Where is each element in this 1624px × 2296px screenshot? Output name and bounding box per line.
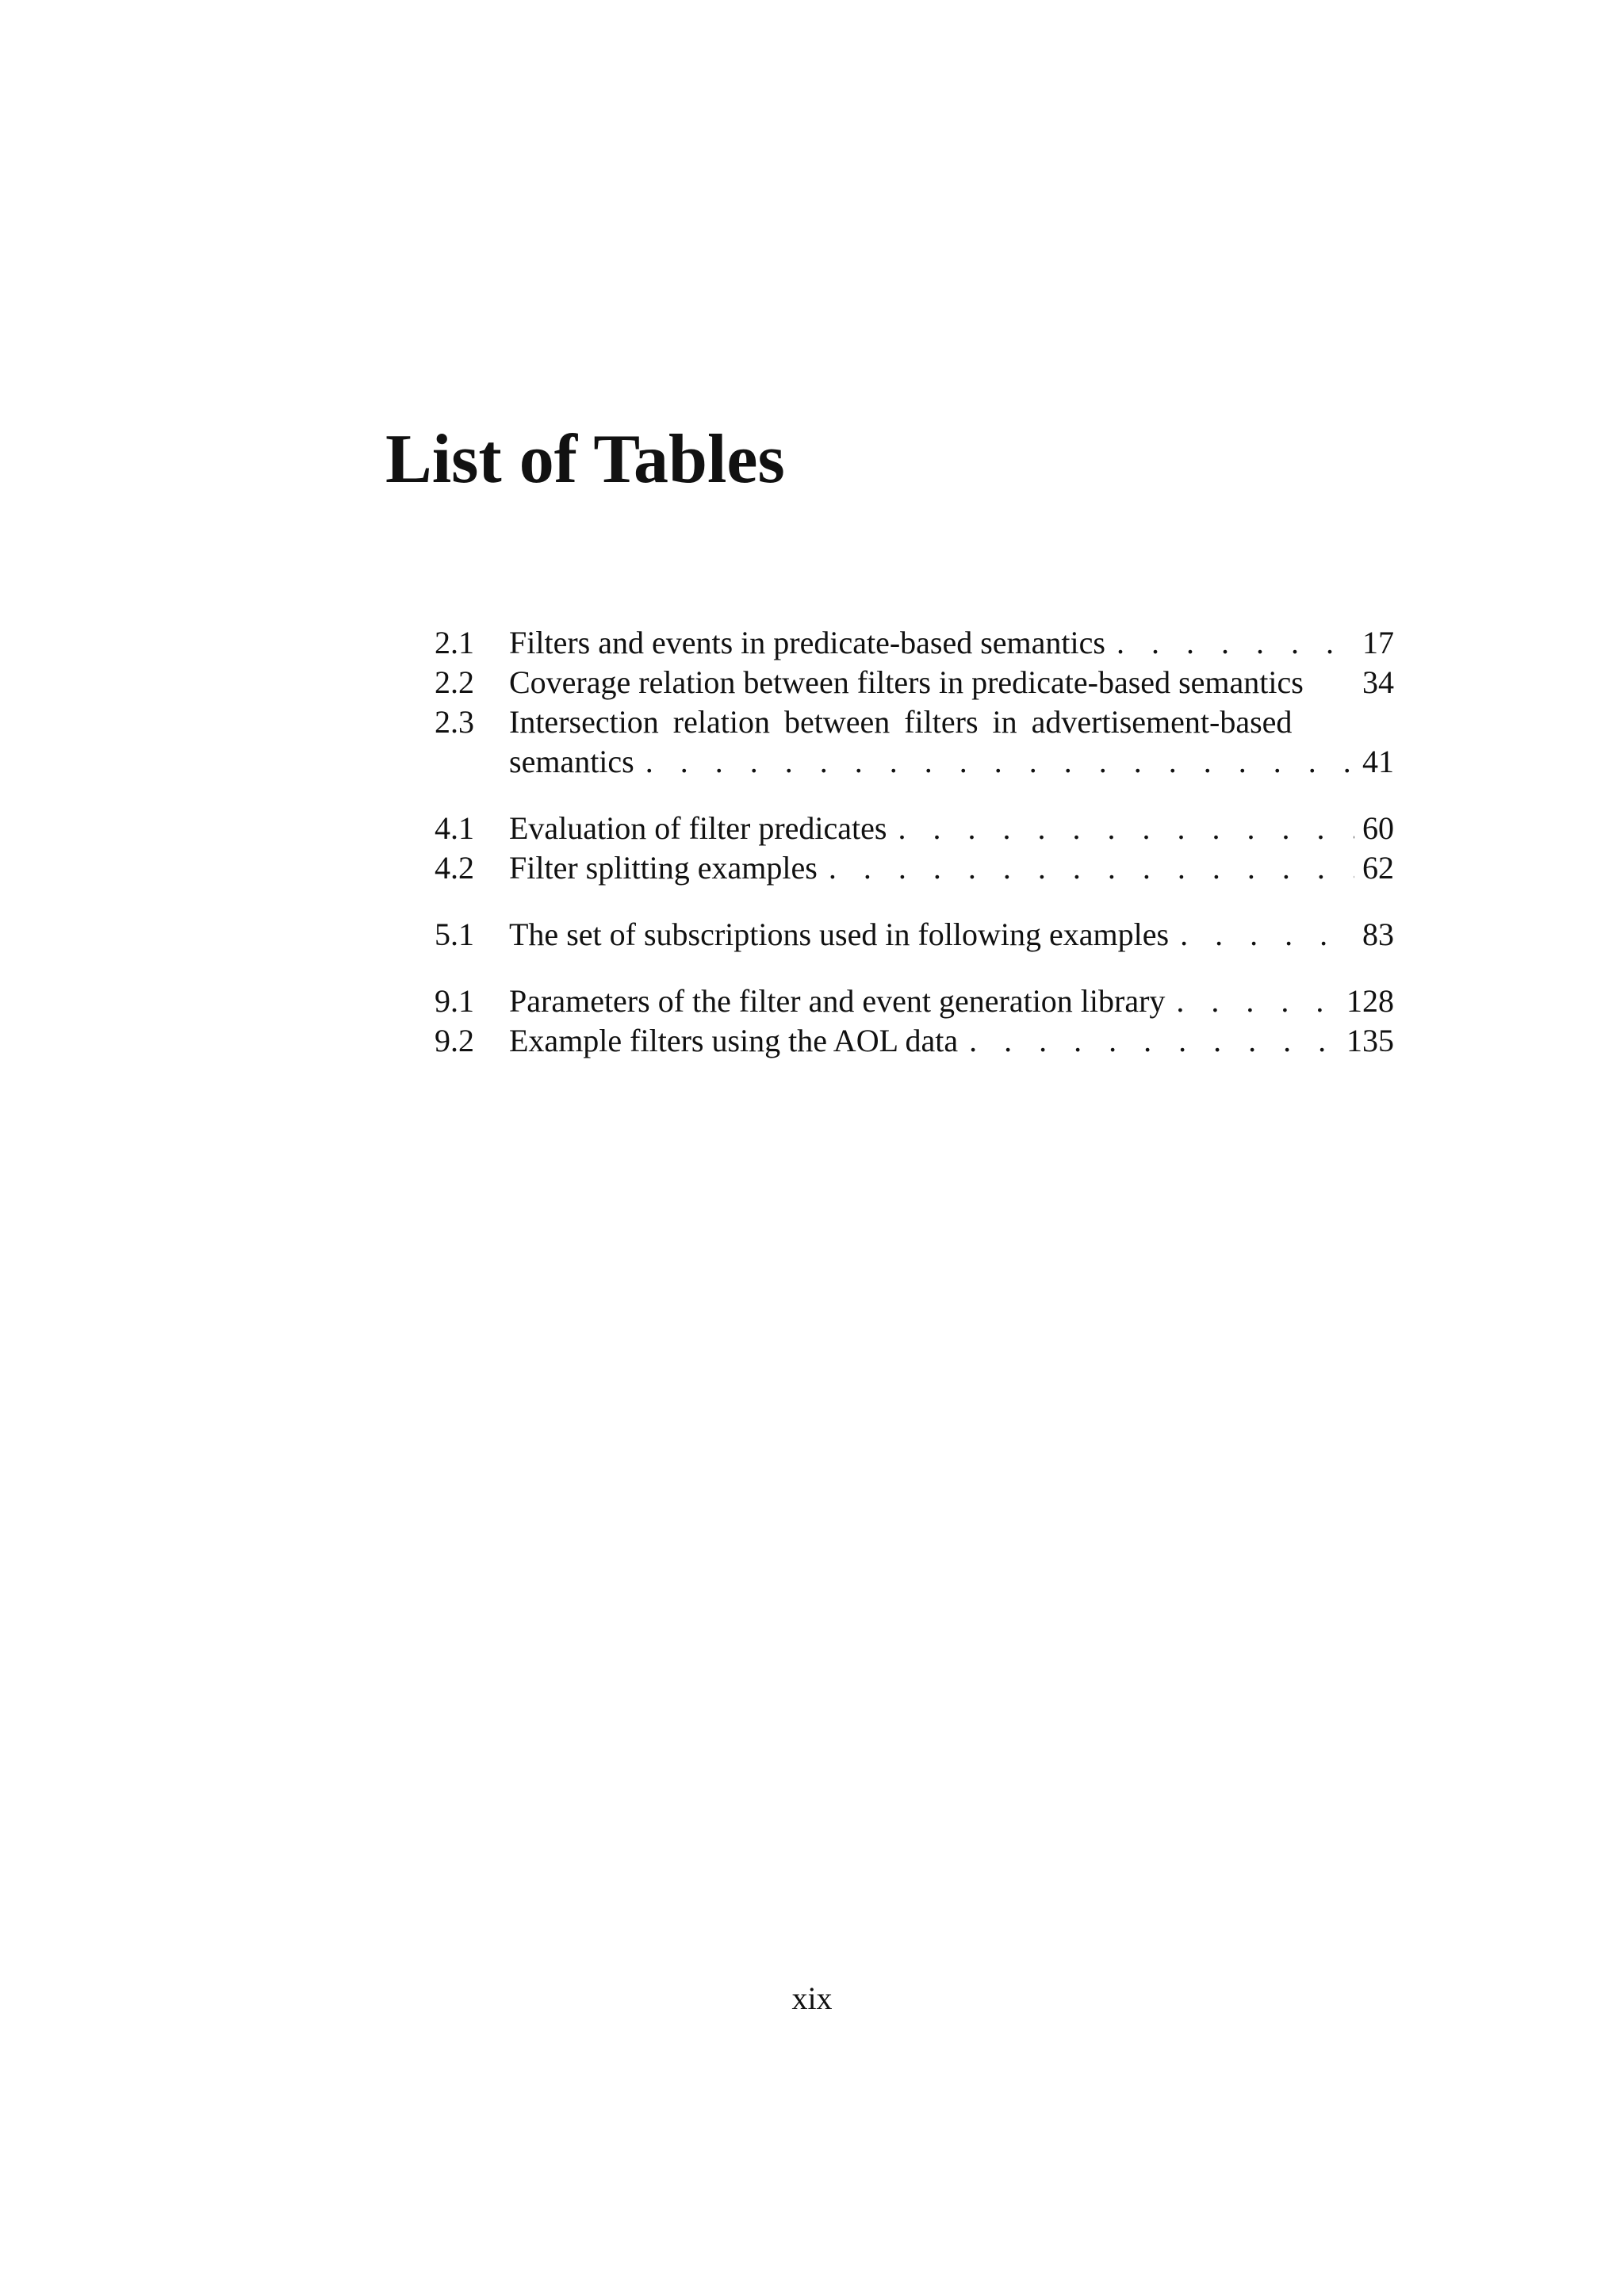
entry-number: 5.1 bbox=[435, 916, 474, 952]
entry-number: 9.2 bbox=[435, 1023, 474, 1058]
entry-page: 128 bbox=[1346, 983, 1394, 1019]
entry-page: 83 bbox=[1362, 916, 1394, 952]
entry-number: 2.2 bbox=[435, 664, 474, 700]
dot-leader bbox=[1176, 982, 1339, 1021]
entry-number: 4.1 bbox=[435, 810, 474, 846]
entry-title: Filters and events in predicate-based semantics bbox=[509, 625, 1105, 660]
toc-entry-5-1[interactable] bbox=[435, 915, 1394, 955]
entry-title: The set of subscriptions used in following examples bbox=[509, 916, 1170, 952]
entry-page: 62 bbox=[1362, 850, 1394, 886]
toc-entry-4-2[interactable] bbox=[435, 848, 1394, 888]
entry-number: 9.1 bbox=[435, 983, 474, 1019]
toc-entry-2-1[interactable] bbox=[435, 623, 1394, 663]
dot-leader bbox=[829, 848, 1354, 888]
dot-leader bbox=[645, 742, 1354, 782]
entry-number: 4.2 bbox=[435, 850, 474, 886]
entry-title: Parameters of the filter and event generation library bbox=[509, 983, 1166, 1019]
dot-leader bbox=[898, 809, 1354, 848]
toc-group-chapter-5 bbox=[435, 915, 1394, 955]
entry-number: 2.3 bbox=[435, 704, 474, 740]
toc-entry-2-3[interactable] bbox=[435, 702, 1394, 782]
toc-entry-2-2[interactable] bbox=[435, 663, 1394, 702]
page-title: List of Tables bbox=[385, 421, 785, 498]
toc-group-chapter-2 bbox=[435, 623, 1394, 782]
dot-leader bbox=[1180, 915, 1354, 955]
toc-entry-4-1[interactable] bbox=[435, 809, 1394, 848]
toc-group-chapter-9 bbox=[435, 982, 1394, 1061]
entry-page: 34 bbox=[1362, 664, 1394, 700]
entry-title-line-2: semantics bbox=[509, 744, 634, 779]
entry-page: 135 bbox=[1346, 1023, 1394, 1058]
toc-entry-9-1[interactable] bbox=[435, 982, 1394, 1021]
entry-page: 60 bbox=[1362, 810, 1394, 846]
entry-title: Filter splitting examples bbox=[509, 850, 818, 886]
dot-leader bbox=[1116, 623, 1354, 663]
toc-entry-9-2[interactable] bbox=[435, 1021, 1394, 1061]
entry-title: Coverage relation between filters in predicate-based semantics bbox=[509, 664, 1304, 700]
entry-title: Example filters using the AOL data bbox=[509, 1023, 959, 1058]
page-number: xix bbox=[791, 1980, 833, 2016]
dot-leader bbox=[969, 1021, 1339, 1061]
toc-group-chapter-4 bbox=[435, 809, 1394, 888]
entry-page: 41 bbox=[1362, 744, 1394, 779]
entry-page: 17 bbox=[1362, 625, 1394, 660]
entry-title-line-1: Intersection relation between filters in advertisement-based bbox=[509, 704, 1293, 740]
table-list bbox=[435, 623, 1394, 1088]
entry-number: 2.1 bbox=[435, 625, 474, 660]
entry-title: Evaluation of filter predicates bbox=[509, 810, 887, 846]
